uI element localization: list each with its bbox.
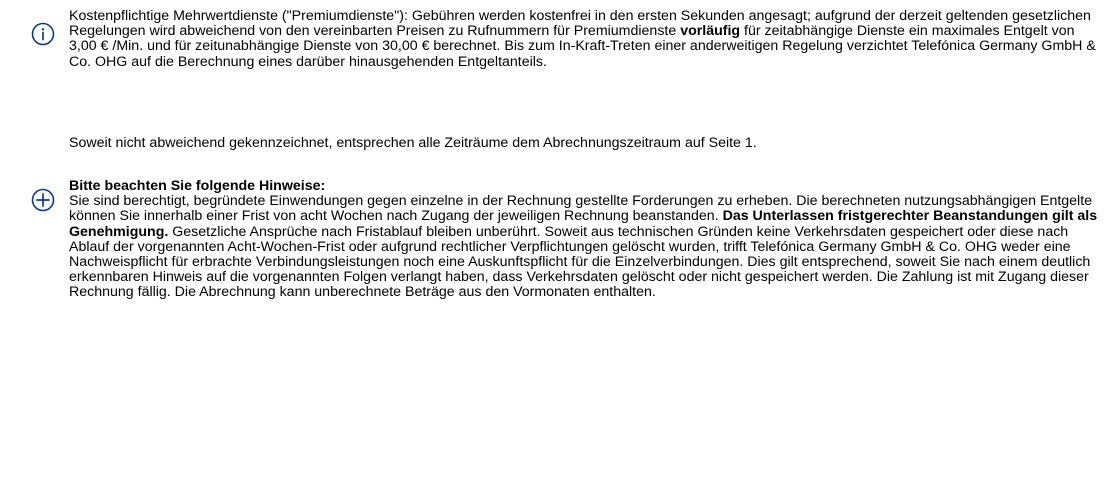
hints-text-end: Gesetzliche Ansprüche nach Fristablauf bleiben unberührt. Soweit aus technischen Gründen keine Verkehrsdaten gespeichert oder diese nach Ablauf der vorgenannten Acht-Wochen-Frist oder aufgrund rechtlicher Verpflichtungen gelöscht wurden, trifft Telefónica Germany GmbH & Co. OHG weder eine Nachweispflicht für erbrachte Verbindungsleistungen noch eine Auskunftspflicht für die Einzelverbindungen. Dies gilt entsprechend, soweit Sie nach einem deutlich erkennbaren Hinweis auf die vorgenannten Folgen verlangt haben, dass Verkehrsdaten gelöscht oder nicht gespeichert werden. Die Zahlung ist mit Zugang dieser Rechnung fällig. Die Abrechnung kann unberechnete Beträge aus den Vormonaten enthalten. [69, 223, 1091, 301]
premium-notice-text-end: für zeitabhängige Dienste ein maximales Entgelt von 3,00 € /Min. und für zeitunabhängige Dienste von 30,00 € berechnet. Bis zum In-Kraft-Treten einer anderweitigen Regelung verzichtet Telefónica Germany GmbH & Co. OHG auf die Berechnung eines darüber hinausgehenden Entgeltanteils. [69, 23, 1096, 70]
info-circle-icon [31, 22, 55, 46]
hints-bold: Das Unterlassen fristgerechter Beanstandungen gilt als Genehmigung. [69, 208, 1098, 240]
premium-services-notice [69, 9, 1099, 70]
hints-heading: Bitte beachten Sie folgende Hinweise: [69, 178, 326, 194]
premium-notice-bold: vorläufig [680, 23, 741, 40]
billing-period-note: Soweit nicht abweichend gekennzeichnet, entsprechen alle Zeiträume dem Abrechnungszeitraum auf Seite 1. [69, 135, 757, 151]
premium-notice-text-start: Kostenpflichtige Mehrwertdienste ("Premiumdienste"): Gebühren werden kostenfrei in den ersten Sekunden angesagt; aufgrund der derzeit geltenden gesetzlichen Regelungen wird abweichend von den vereinbarten Preisen zu Rufnummern für Premiumdienste [69, 8, 1091, 40]
plus-circle-icon [31, 188, 55, 212]
hints-text-start: Sie sind berechtigt, begründete Einwendungen gegen einzelne in der Rechnung gestellte Forderungen zu erheben. Die berechneten nutzungsabhängigen Entgelte können Sie innerhalb einer Frist von acht Wochen nach Zugang der jeweiligen Rechnung beanstanden. [69, 193, 1093, 225]
hints-notice [69, 179, 1099, 301]
